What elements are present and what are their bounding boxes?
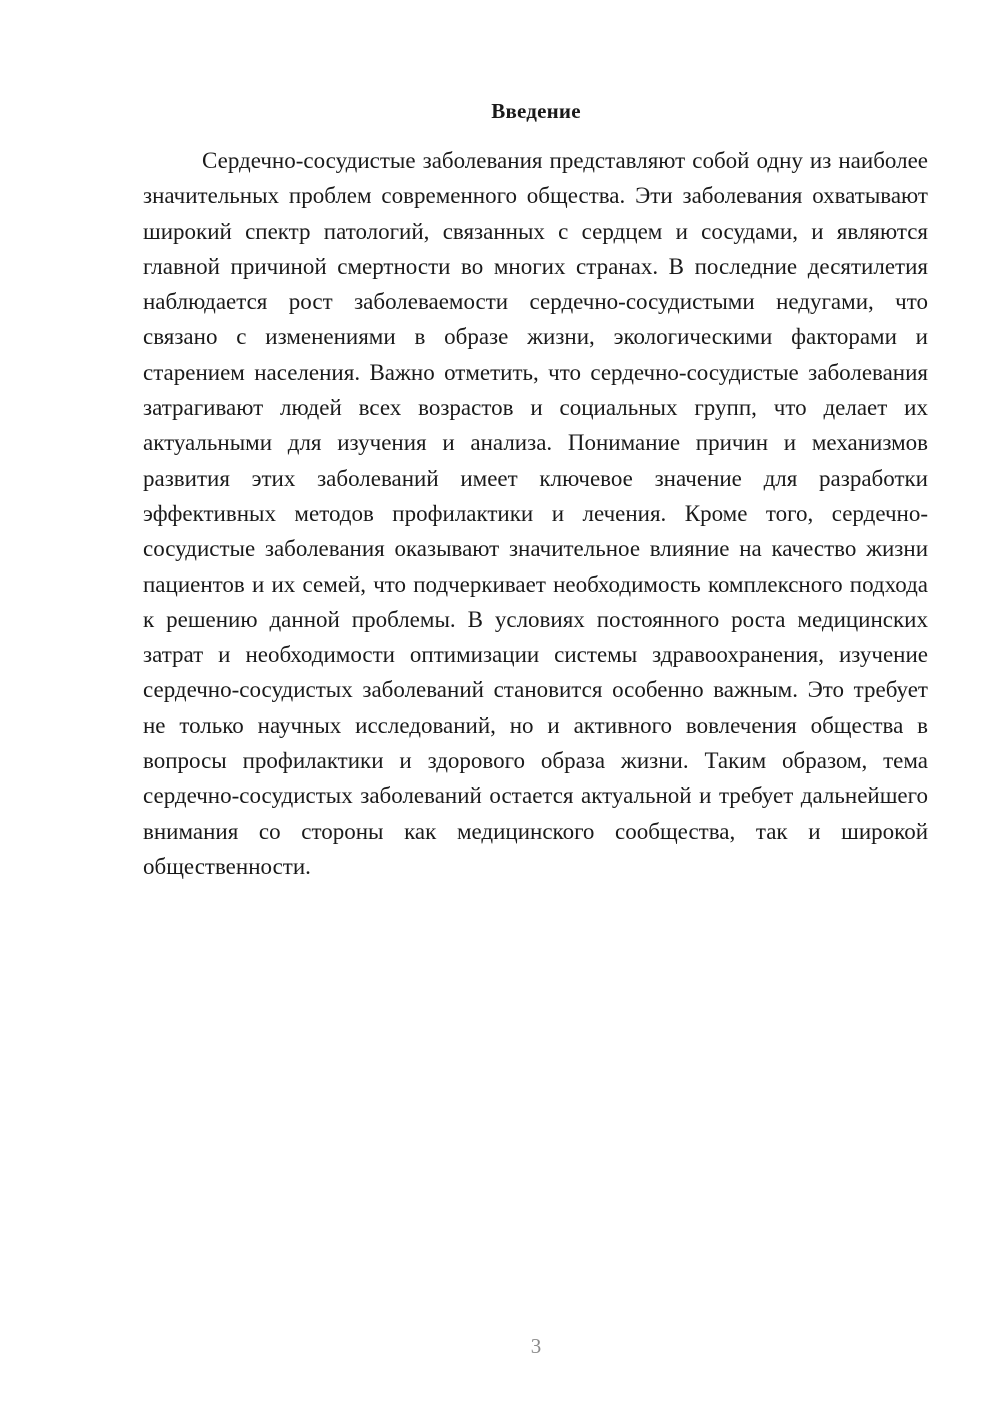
section-heading: Введение (491, 99, 581, 123)
page-number: 3 (530, 1334, 542, 1358)
introduction-paragraph: Сердечно-сосудистые заболевания представляют собой одну из наиболее значительных проблем современного общества. Эти заболевания охватывают широкий спектр патологий, связанных с сердцем и сосудами, и являются главной причиной смертности во многих странах. В последние десятилетия наблюдается рост заболеваемости сердечно-сосудистыми недугами, что связано с изменениями в образе жизни, экологическими факторами и старением населения. Важно отметить, что сердечно-сосудистые заболевания затрагивают людей всех возрастов и социальных групп, что делает их актуальными для изучения и анализа. Понимание причин и механизмов развития этих заболеваний имеет ключевое значение для разработки эффективных методов профилактики и лечения. Кроме того, сердечно-сосудистые заболевания оказывают значительное влияние на качество жизни пациентов и их семей, что подчеркивает необходимость комплексного подхода к решению данной проблемы. В условиях постоянного роста медицинских затрат и необходимости оптимизации системы здравоохранения, изучение сердечно-сосудистых заболеваний становится особенно важным. Это требует не только научных исследований, но и активного вовлечения общества в вопросы профилактики и здорового образа жизни. Таким образом, тема сердечно-сосудистых заболеваний остается актуальной и требует дальнейшего внимания со стороны как медицинского сообщества, так и широкой общественности. (143, 148, 928, 879)
